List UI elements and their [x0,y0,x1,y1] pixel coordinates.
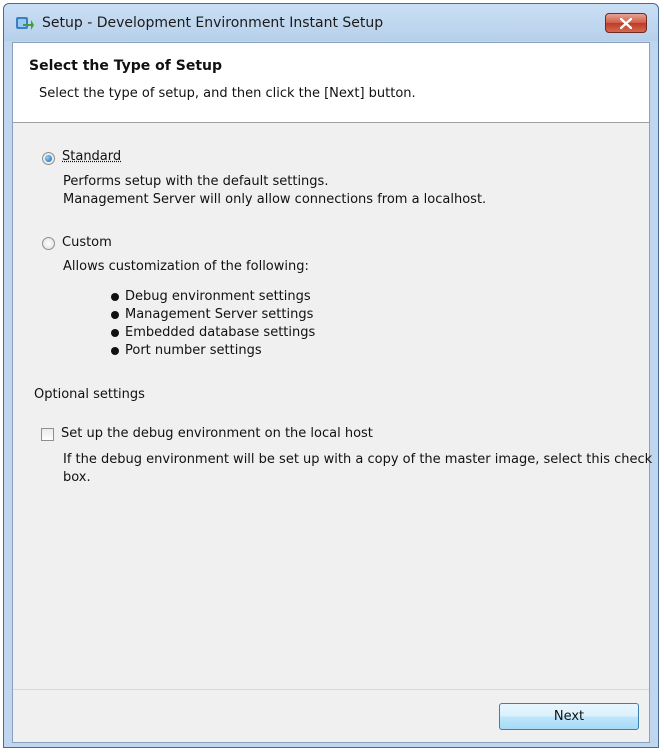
optional-settings-heading: Optional settings [34,387,145,402]
list-item-label: Debug environment settings [125,289,311,304]
window-title: Setup - Development Environment Instant Setup [42,15,384,31]
footer-divider [13,689,649,690]
title-bar[interactable] [4,4,658,41]
standard-description-line2: Management Server will only allow connections from a localhost. [63,192,487,207]
list-item [111,324,315,342]
standard-description-line1: Performs setup with the default settings. [63,174,329,189]
bullet-icon [111,311,119,319]
list-item-label: Embedded database settings [125,325,316,340]
debug-env-checkbox[interactable] [41,428,54,441]
custom-label[interactable]: Custom [62,235,112,250]
list-item [111,288,315,306]
page-subtitle: Select the type of setup, and then click the [Next] button. [39,86,416,101]
setup-app-icon [14,14,34,34]
debug-env-description-line2: box. [63,470,91,485]
debug-env-description-line1: If the debug environment will be set up with a copy of the master image, select this check [63,452,653,467]
list-item [111,306,315,324]
list-item-label: Management Server settings [125,307,314,322]
debug-env-checkbox-label[interactable]: Set up the debug environment on the local host [61,426,373,441]
dialog-body [12,42,653,743]
list-item-label: Port number settings [125,343,262,358]
custom-description: Allows customization of the following: [63,259,309,274]
setup-window [3,3,659,748]
next-button[interactable]: Next [499,703,639,730]
close-button[interactable] [605,13,647,33]
bullet-icon [111,347,119,355]
standard-label[interactable]: Standard [62,149,122,164]
list-item [111,342,315,360]
standard-radio[interactable] [42,152,55,165]
custom-settings-list [111,288,315,360]
custom-radio[interactable] [42,237,55,250]
dialog-header [13,43,649,123]
page-title: Select the Type of Setup [29,58,223,74]
bullet-icon [111,329,119,337]
close-icon [620,18,632,29]
bullet-icon [111,293,119,301]
